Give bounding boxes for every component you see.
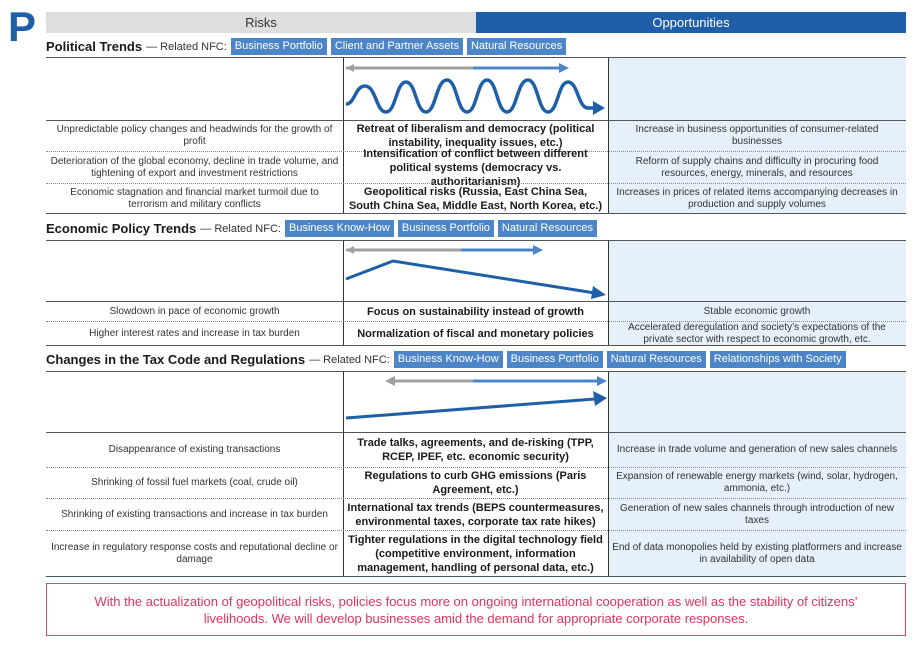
range-arrow-left [385, 376, 395, 386]
risk-cell: Increase in regulatory response costs and reputational decline or damage [51, 542, 338, 565]
trend-arrowhead [591, 286, 606, 299]
risk-cell: Shrinking of fossil fuel markets (coal, crude oil) [91, 477, 298, 488]
trend-cell: Trade talks, agreements, and de-risking (TPP, RCEP, IPEF, etc. economic security) [357, 437, 594, 463]
table-row [46, 183, 906, 214]
opportunity-cell: Increases in prices of related items accompanying decreases in production and supply volumes [616, 187, 898, 210]
nfc-tag: Business Know-How [285, 220, 394, 237]
trend-cell: Normalization of fiscal and monetary policies [357, 328, 594, 340]
nfc-tag: Relationships with Society [710, 351, 846, 368]
trend-cell: Focus on sustainability instead of growth [367, 305, 584, 318]
range-arrow-right [533, 245, 543, 255]
section-title-political [46, 38, 566, 55]
risk-cell: Slowdown in pace of economic growth [109, 305, 280, 317]
opportunity-cell: Accelerated deregulation and society’s expectations of the private sector with respect to economic growth, etc. [628, 322, 886, 345]
opportunity-cell: End of data monopolies held by existing platformers and increase in availability of open data [612, 542, 902, 565]
trend-line [346, 399, 595, 418]
trend-cell: Tighter regulations in the digital technology field (competitive environment, information management, handling of personal data, etc.) [348, 534, 603, 574]
political-table [46, 57, 906, 214]
section-letter: P [8, 3, 37, 50]
nfc-tag: Business Portfolio [398, 220, 494, 237]
summary-statement: With the actualization of geopolitical risks, policies focus more on ongoing international cooperation as well as the stability of citizens’ livelihoods. We will develop businesses amid the demand for appropriate corporate responses. [46, 583, 906, 636]
nfc-tag: Business Portfolio [231, 38, 327, 55]
opportunity-cell: Increase in trade volume and generation of new sales channels [616, 444, 898, 455]
table-row [46, 432, 906, 467]
nfc-tag: Business Know-How [394, 351, 503, 368]
opportunity-cell: Increase in business opportunities of consumer-related businesses [635, 124, 879, 147]
opportunities-header: Opportunities [476, 12, 906, 33]
range-arrow-left [346, 246, 354, 254]
trend-cell: Geopolitical risks (Russia, East China Sea, South China Sea, Middle East, North Korea, etc.) [348, 186, 603, 212]
section-heading: Changes in the Tax Code and Regulations [46, 352, 306, 367]
table-row [46, 147, 906, 188]
range-arrow-left [346, 64, 354, 72]
range-arrow-right [559, 63, 569, 73]
trend-chart-economic [343, 241, 608, 301]
trend-line [346, 261, 595, 293]
section-title-economic [46, 220, 597, 237]
risk-cell: Deterioration of the global economy, decline in trade volume, and tightening of export and investment restrictions [50, 155, 339, 179]
tax-table [46, 371, 906, 577]
risks-header: Risks [46, 12, 476, 33]
trend-cell: Intensification of conflict between different political systems (democracy vs. authoritarianism) [363, 147, 588, 188]
trend-cell: International tax trends (BEPS countermeasures, environmental taxes, corporate tax rate hikes) [347, 501, 604, 528]
table-row [46, 530, 906, 577]
nfc-tag: Natural Resources [467, 38, 566, 55]
trend-chart-political [343, 58, 608, 120]
related-nfc-label: — Related NFC: [309, 353, 390, 366]
nfc-tag: Business Portfolio [507, 351, 603, 368]
nfc-tag: Natural Resources [498, 220, 597, 237]
nfc-tag: Natural Resources [607, 351, 706, 368]
risk-cell: Disappearance of existing transactions [108, 444, 281, 455]
opportunity-cell: Generation of new sales channels through introduction of new taxes [619, 502, 895, 526]
trend-arrowhead [593, 101, 605, 115]
economic-table [46, 240, 906, 346]
section-title-tax [46, 351, 846, 368]
trend-chart-tax [343, 372, 608, 432]
risk-cell: Economic stagnation and financial market turmoil due to terrorism and military conflicts [70, 187, 319, 210]
range-arrow-right [597, 376, 607, 386]
table-row [46, 498, 906, 530]
risk-cell: Shrinking of existing transactions and increase in tax burden [61, 508, 328, 520]
table-row [46, 467, 906, 498]
trend-cell: Regulations to curb GHG emissions (Paris Agreement, etc.) [364, 470, 587, 496]
section-heading: Political Trends [46, 39, 143, 54]
related-nfc-label: — Related NFC: [146, 40, 227, 53]
opportunity-cell: Stable economic growth [703, 305, 811, 317]
trend-wave-line [346, 80, 595, 112]
opportunity-cell: Expansion of renewable energy markets (wind, solar, hydrogen, ammonia, etc.) [616, 471, 898, 494]
section-heading: Economic Policy Trends [46, 221, 197, 236]
nfc-tag: Client and Partner Assets [331, 38, 463, 55]
table-row [46, 321, 906, 346]
related-nfc-label: — Related NFC: [200, 222, 281, 235]
risk-cell: Higher interest rates and increase in tax burden [89, 328, 300, 339]
table-row [46, 301, 906, 321]
opportunity-cell: Reform of supply chains and difficulty in procuring food resources, energy, minerals, and resources [635, 155, 879, 179]
risk-cell: Unpredictable policy changes and headwinds for the growth of profit [56, 124, 333, 147]
trend-arrowhead [593, 391, 607, 406]
trend-cell: Retreat of liberalism and democracy (political instability, inequality issues, etc.) [356, 123, 595, 149]
